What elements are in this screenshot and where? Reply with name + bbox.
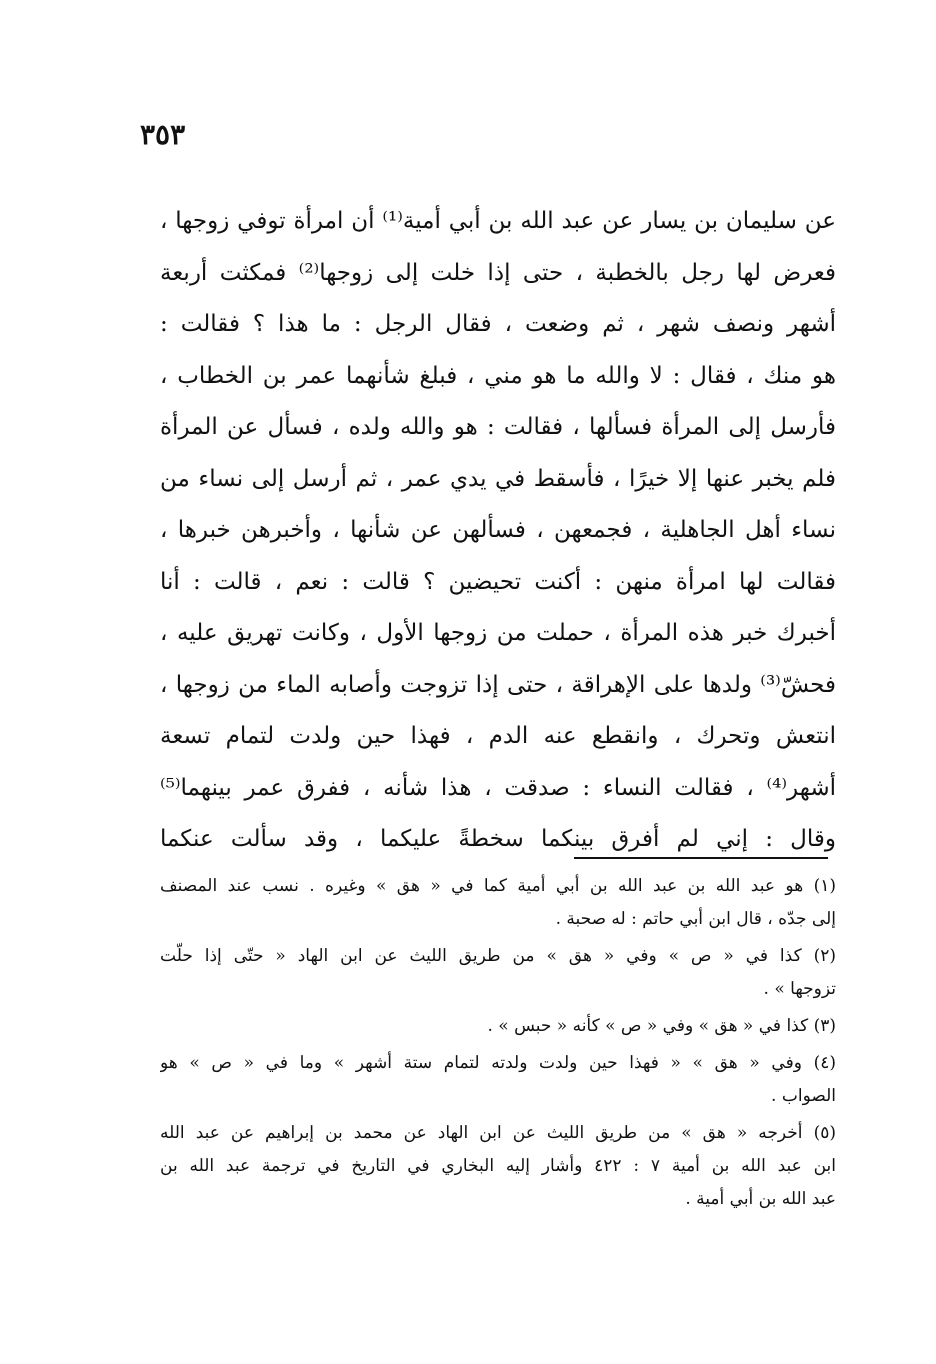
- footnote-line: (٣) كذا في « هق » وفي « ص » كأنه « حبس » .: [487, 1016, 836, 1036]
- footnote-line: ابن عبد الله بن أمية ٧ : ٤٢٢ وأشار إليه البخاري في التاريخ في ترجمة عبد الله بن: [160, 1156, 836, 1176]
- main-text-line: أشهر⁽⁴⁾ ، فقالت النساء : صدقت ، هذا شأنه ، ففرق عمر بينهما⁽⁵⁾: [160, 774, 836, 801]
- main-text-line: هو منك ، فقال : لا والله ما هو مني ، فبلغ شأنهما عمر بن الخطاب ،: [160, 362, 836, 389]
- footnote-1: [160, 870, 836, 936]
- main-text-line: انتعش وتحرك ، وانقطع عنه الدم ، فهذا حين ولدت لتمام تسعة: [160, 723, 836, 749]
- footnote-line: الصواب .: [771, 1086, 836, 1106]
- footnote-line: إلى جدّه ، قال ابن أبي حاتم : له صحبة .: [555, 909, 836, 929]
- footnote-line: تزوجها » .: [763, 979, 836, 999]
- main-text-line: فحشّ⁽³⁾ ولدها على الإهراقة ، حتى إذا تزوجت وأصابه الماء من زوجها ،: [160, 671, 836, 698]
- main-text-line: فعرض لها رجل بالخطبة ، حتى إذا خلت إلى زوجها⁽²⁾ فمكثت أربعة: [160, 259, 836, 286]
- main-text-line: فلم يخبر عنها إلا خيرًا ، فأسقط في يدي عمر ، ثم أرسل إلى نساء من: [160, 465, 836, 492]
- main-text-line: وقال : إني لم أفرق بينكما سخطةً عليكما ، وقد سألت عنكما: [160, 826, 836, 852]
- footnotes: [160, 870, 836, 1216]
- main-text-line: أشهر ونصف شهر ، ثم وضعت ، فقال الرجل : ما هذا ؟ فقالت :: [160, 311, 836, 337]
- footnote-5: [160, 1117, 836, 1216]
- footnote-line: عبد الله بن أبي أمية .: [685, 1189, 836, 1209]
- footnote-4: [160, 1047, 836, 1113]
- footnote-line: (١) هو عبد الله بن عبد الله بن أبي أمية كما في « هق » وغيره . نسب عند المصنف: [160, 876, 836, 896]
- page-number: ٣٥٣: [140, 118, 186, 151]
- footnote-2: [160, 940, 836, 1006]
- footnote-line: (٥) أخرجه « هق » من طريق الليث عن ابن الهاد عن محمد بن إبراهيم عن عبد الله: [160, 1123, 836, 1143]
- footnote-divider: [574, 857, 828, 859]
- main-text-line: فأرسل إلى المرأة فسألها ، فقالت : هو والله ولده ، فسأل عن المرأة: [160, 414, 836, 440]
- main-text: [160, 196, 836, 866]
- main-text-line: أخبرك خبر هذه المرأة ، حملت من زوجها الأول ، وكانت تهريق عليه ،: [160, 620, 836, 646]
- footnote-line: (٢) كذا في « ص » وفي « هق » من طريق الليث عن ابن الهاد « حتّى إذا حلّت: [160, 946, 836, 966]
- main-text-line: عن سليمان بن يسار عن عبد الله بن أبي أمية⁽¹⁾ أن امرأة توفي زوجها ،: [160, 208, 836, 234]
- main-text-line: نساء أهل الجاهلية ، فجمعهن ، فسألهن عن شأنها ، وأخبرهن خبرها ،: [160, 517, 836, 543]
- footnote-line: (٤) وفي « هق » « فهذا حين ولدت ولدته لتمام ستة أشهر » وما في « ص » هو: [160, 1053, 836, 1073]
- footnote-3: [160, 1010, 836, 1043]
- main-text-line: فقالت لها امرأة منهن : أكنت تحيضين ؟ قالت : نعم ، قالت : أنا: [160, 568, 836, 595]
